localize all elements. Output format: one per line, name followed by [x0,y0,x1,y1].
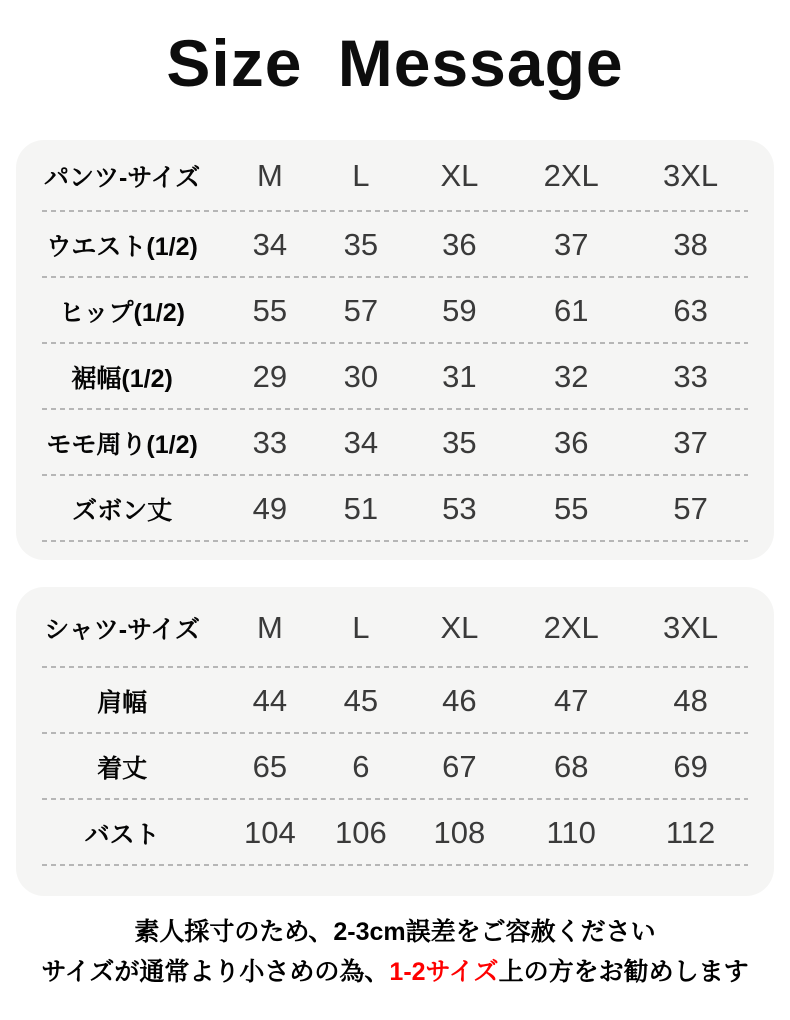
pants-size-card [16,140,774,560]
cell-value: 33 [252,425,288,460]
cell-value: 69 [673,749,708,784]
cell-value: 110 [546,815,596,850]
row-label: 着丈 [97,755,148,783]
column-header: L [352,609,370,645]
shirt-size-table [16,587,774,866]
footer-notes [0,912,790,992]
cell-value: 61 [553,293,589,328]
cell-value: 46 [442,683,477,718]
column-header: 2XL [543,158,599,193]
cell-value: 55 [553,491,589,526]
cell-value: 29 [252,359,288,394]
column-header: M [257,609,283,645]
table-row [16,410,774,476]
cell-value: 106 [335,815,387,850]
table-row [16,344,774,410]
table-row [16,734,774,800]
table-title-cell: シャツ-サイズ [44,615,201,644]
cell-value: 35 [343,227,379,262]
cell-value: 44 [252,683,288,718]
column-header: 3XL [662,609,719,645]
cell-value: 30 [343,359,379,394]
note-size-recommendation [0,952,790,992]
cell-value: 38 [673,227,708,262]
cell-value: 47 [553,683,589,718]
shirt-size-card [16,587,774,896]
cell-value: 36 [553,425,589,460]
cell-value: 32 [553,359,589,394]
note-line2-prefix: サイズが通常より小さめの為、 [41,958,390,986]
column-header: M [257,158,283,193]
table-row [16,668,774,734]
page-title: Size Message [166,26,624,100]
cell-value: 65 [252,749,288,784]
cell-value: 33 [673,359,708,394]
cell-value: 57 [343,293,379,328]
table-header-row [16,140,774,212]
row-label: バスト [84,821,160,849]
row-label: 肩幅 [97,689,148,717]
cell-value: 57 [673,491,708,526]
cell-value: 31 [442,359,477,394]
cell-value: 6 [352,749,370,784]
cell-value: 37 [673,425,708,460]
row-label: 裾幅(1/2) [71,365,173,393]
column-header: XL [440,609,479,645]
table-row [16,800,774,866]
pants-size-table [16,140,774,542]
cell-value: 53 [442,491,477,526]
row-label: ウエスト(1/2) [46,233,198,261]
cell-value: 63 [673,293,708,328]
table-title-cell: パンツ-サイズ [43,164,201,192]
cell-value: 112 [665,815,716,850]
cell-value: 35 [442,425,477,460]
cell-value: 104 [244,815,296,850]
cell-value: 67 [442,749,477,784]
cell-value: 55 [252,293,288,328]
table-row [16,476,774,542]
cell-value: 45 [343,683,379,718]
cell-value: 51 [343,491,379,526]
cell-value: 49 [252,491,288,526]
table-row [16,278,774,344]
cell-value: 36 [442,227,477,262]
row-label: モモ周り(1/2) [46,431,198,459]
note-measurement-tolerance [0,912,790,952]
column-header: 2XL [543,609,599,645]
cell-value: 108 [433,815,486,850]
cell-value: 48 [673,683,708,718]
row-label: ズボン丈 [72,497,173,525]
cell-value: 34 [343,425,379,460]
table-header-row [16,587,774,668]
table-row [16,212,774,278]
note-line2-highlight: 1-2サイズ [389,958,499,986]
note-line2-suffix: 上の方をお勧めします [498,958,749,986]
cell-value: 37 [553,227,589,262]
column-header: L [352,158,370,193]
cell-value: 34 [252,227,288,262]
column-header: XL [440,158,479,193]
row-label: ヒップ(1/2) [59,299,185,327]
cell-value: 59 [442,293,477,328]
cell-value: 68 [553,749,589,784]
note-line1-text: 素人採寸のため、2-3cm誤差をご容赦ください [134,918,656,946]
column-header: 3XL [662,158,719,193]
